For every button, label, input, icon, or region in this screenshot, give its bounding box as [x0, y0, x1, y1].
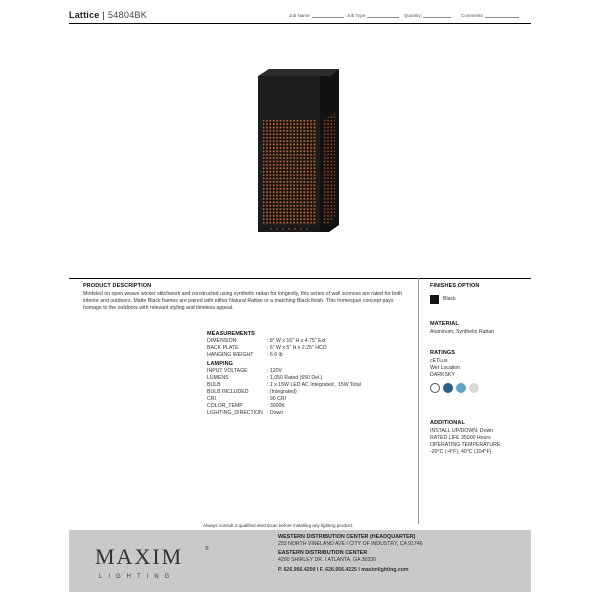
registered-mark: ®	[205, 546, 209, 552]
spec-row: INPUT VOLTAGE : 120V	[207, 368, 282, 374]
logo-word: MAXIM	[95, 544, 184, 569]
west-address: 253 NORTH VINELAND AVE I CITY OF INDUSTRY, CA 91746	[278, 541, 423, 547]
section-divider	[69, 278, 531, 279]
contact-line[interactable]: P. 626.956.4200 I F. 626.956.4225 I maximlighting.com	[278, 567, 409, 573]
maxim-logo	[95, 544, 215, 584]
specifications	[207, 331, 407, 417]
east-address: 4200 SHIRLEY DR. I ATLANTA, GA 30336	[278, 557, 377, 563]
safety-notice: Always consult a qualified electrician before installing any lighting product.	[203, 523, 354, 528]
comments-field[interactable]: Comments:	[461, 13, 519, 18]
spec-row: DIMENSION : 8" W x 16" H x 4.75" Ext	[207, 338, 326, 344]
wet-location-icon	[456, 383, 466, 393]
spec-row: CRI : 90 CRI	[207, 396, 287, 402]
spec-row: LIGHTING_DIRECTION : Down	[207, 410, 284, 416]
material-text: Aluminum, Synthetic Rattan	[430, 329, 495, 335]
finish-label: Black	[443, 296, 456, 302]
spec-row: BULB INCLUDED : (Integrated)	[207, 389, 297, 395]
column-divider	[418, 278, 419, 524]
finishes-section	[430, 283, 530, 304]
spec-row: LUMENS : 1,050 Rated (650 Del.)	[207, 375, 323, 381]
ratings-heading: RATINGS	[430, 350, 456, 356]
finish-option-black[interactable]	[430, 295, 530, 304]
material-section	[430, 321, 530, 336]
job-type-field[interactable]: Job Type:	[347, 13, 399, 18]
footer	[69, 530, 531, 592]
ratings-section	[430, 350, 530, 393]
rating-line: Wet Location	[430, 365, 461, 371]
spec-row: COLOR_TEMP : 3000K	[207, 403, 285, 409]
rating-line: DARKSKY	[430, 372, 455, 378]
spec-row: BACK PLATE : 6" W x 5" H x 2.25" HCO	[207, 345, 327, 351]
spec-sheet-header	[69, 10, 531, 24]
east-heading: EASTERN DISTRIBUTION CENTER	[278, 550, 368, 556]
product-sku: 54804BK	[107, 10, 148, 20]
rating-line: cETLus	[430, 358, 448, 364]
additional-line: RATED LIFE 35000 Hours	[430, 435, 491, 441]
product-name: Lattice	[69, 10, 100, 20]
finishes-heading: FINISHES OPTION	[430, 283, 480, 289]
company-addresses	[278, 534, 528, 574]
quantity-field[interactable]: Quantity:	[404, 13, 451, 18]
spec-row: HANGING WEIGHT : 6.6 lb	[207, 352, 283, 358]
additional-line: OPERATING TEMPERATURE:	[430, 442, 502, 448]
dark-sky-icon	[443, 383, 453, 393]
west-heading: WESTERN DISTRIBUTION CENTER (HEADQUARTER)	[278, 534, 416, 540]
finish-swatch	[430, 295, 439, 304]
product-description	[83, 283, 413, 312]
product-title	[69, 10, 147, 20]
description-text: Modeled on open weave wicker stitchwork and constructed using synthetic rattan for longevity, this series of wall sconces are rated for both interior and outdoors. Matte Black frames are paired with either Natural Rattan or a matching Black finish. This homespun concept pays homage to the outdoors with relevant styling and timeless appeal.	[83, 291, 403, 311]
lamping-table	[207, 368, 407, 417]
product-image	[255, 68, 341, 238]
title-separator: |	[102, 10, 105, 20]
job-name-field[interactable]: Job Name:	[289, 13, 344, 18]
additional-line: -20°C (-4°F), 40°C (104°F)	[430, 449, 492, 455]
logo-subtitle: LIGHTING	[99, 574, 176, 580]
title-24-icon	[469, 383, 479, 393]
measurements-table	[207, 338, 407, 359]
rating-badges	[430, 383, 530, 393]
measurements-heading: MEASUREMENTS	[207, 331, 255, 337]
additional-heading: ADDITIONAL	[430, 420, 465, 426]
additional-line: INSTALL UP/DOWN: Down	[430, 428, 494, 434]
lamping-heading: LAMPING	[207, 361, 234, 367]
description-heading: PRODUCT DESCRIPTION	[83, 283, 152, 289]
spec-row: BULB : 1 x 15W LED AC Integrated , 15W Total	[207, 382, 361, 388]
etl-mark-icon	[430, 383, 440, 393]
material-heading: MATERIAL	[430, 321, 459, 327]
additional-section	[430, 420, 530, 456]
